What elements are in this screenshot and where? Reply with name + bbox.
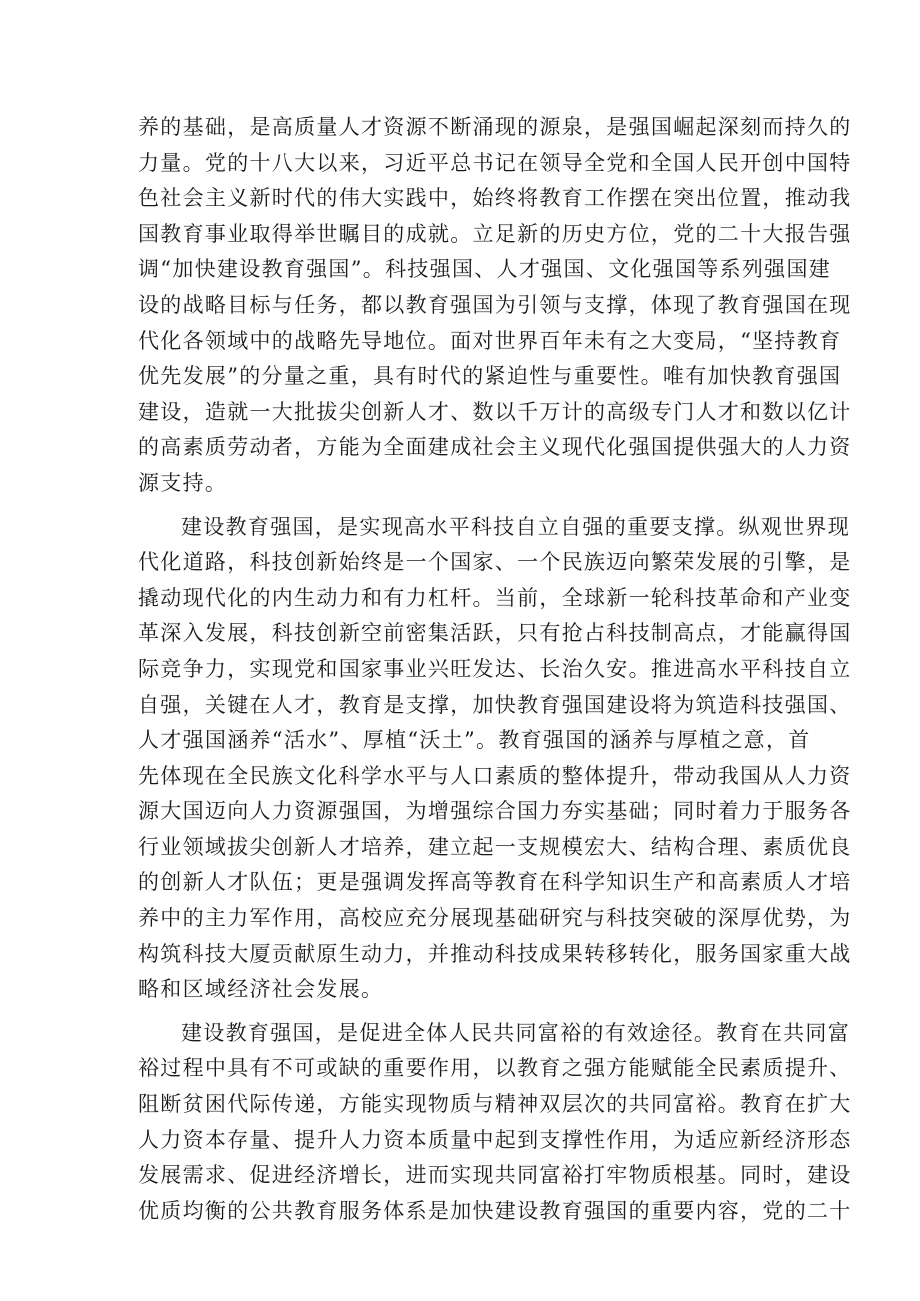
text-line: 略和区域经济社会发展。 xyxy=(138,977,384,1002)
paragraph-gap xyxy=(138,502,780,510)
text-line: 建设教育强国，是促进全体人民共同富裕的有效途径。教育在共同富 xyxy=(181,1020,850,1045)
text-line: 色社会主义新时代的伟大实践中，始终将教育工作摆在突出位置，推动我 xyxy=(138,186,852,211)
text-line: 革深入发展，科技创新空前密集活跃，只有抢占科技制高点，才能赢得国 xyxy=(138,621,852,646)
text-line: 人才强国涵养“活水”、厚植“沃土”。教育强国的涵养与厚植之意，首 xyxy=(138,728,811,753)
paragraph-3 xyxy=(138,1016,852,1230)
text-line: 发展需求、促进经济增长，进而实现共同富裕打牢物质根基。同时，建设 xyxy=(138,1163,852,1188)
text-line: 先体现在全民族文化科学水平与人口素质的整体提升，带动我国从人力资 xyxy=(138,763,852,788)
text-line: 建设教育强国，是实现高水平科技自立自强的重要支撑。纵观世界现 xyxy=(181,514,850,539)
text-line: 撬动现代化的内生动力和有力杠杆。当前，全球新一轮科技革命和产业变 xyxy=(138,585,852,610)
text-line: 构筑科技大厦贡献原生动力，并推动科技成果转移转化，服务国家重大战 xyxy=(138,941,852,966)
text-line: 源大国迈向人力资源强国，为增强综合国力夯实基础；同时着力于服务各 xyxy=(138,799,852,824)
text-line: 养中的主力军作用，高校应充分展现基础研究与科技突破的深厚优势，为 xyxy=(138,906,852,931)
text-line: 自强，关键在人才，教育是支撑，加快教育强国建设将为筑造科技强国、 xyxy=(138,692,852,717)
text-line: 优先发展”的分量之重，具有时代的紧迫性与重要性。唯有加快教育强国 xyxy=(138,364,842,389)
text-line: 裕过程中具有不可或缺的重要作用，以教育之强方能赋能全民素质提升、 xyxy=(138,1056,852,1081)
text-line: 代化各领域中的战略先导地位。面对世界百年未有之大变局，“坚持教育 xyxy=(138,328,842,353)
text-line: 养的基础，是高质量人才资源不断涌现的源泉，是强国崛起深刻而持久的 xyxy=(138,115,852,139)
text-line: 设的战略目标与任务，都以教育强国为引领与支撑，体现了教育强国在现 xyxy=(138,292,852,317)
text-line: 力量。党的十八大以来，习近平总书记在领导全党和全国人民开创中国特 xyxy=(138,150,852,175)
text-line: 建设，造就一大批拔尖创新人才、数以千万计的高级专门人才和数以亿计 xyxy=(138,399,852,424)
text-line: 际竞争力，实现党和国家事业兴旺发达、长治久安。推进高水平科技自立 xyxy=(138,656,852,681)
paragraph-2 xyxy=(138,510,852,1008)
text-line: 优质均衡的公共教育服务体系是加快建设教育强国的重要内容，党的二十 xyxy=(138,1198,852,1223)
paragraph-gap xyxy=(138,1008,780,1016)
text-line: 国教育事业取得举世瞩目的成就。立足新的历史方位，党的二十大报告强 xyxy=(138,221,852,246)
paragraph-1 xyxy=(138,110,852,502)
text-line: 人力资本存量、提升人力资本质量中起到支撑性作用，为适应新经济形态 xyxy=(138,1127,852,1152)
text-line: 的高素质劳动者，方能为全面建成社会主义现代化强国提供强大的人力资 xyxy=(138,435,852,460)
text-line: 的创新人才队伍；更是强调发挥高等教育在科学知识生产和高素质人才培 xyxy=(138,870,852,895)
text-line: 阻断贫困代际传递，方能实现物质与精神双层次的共同富裕。教育在扩大 xyxy=(138,1092,852,1117)
text-line: 代化道路，科技创新始终是一个国家、一个民族迈向繁荣发展的引擎，是 xyxy=(138,550,852,575)
body-text xyxy=(138,110,852,1229)
text-line: 源支持。 xyxy=(138,470,228,495)
text-line: 行业领域拔尖创新人才培养，建立起一支规模宏大、结构合理、素质优良 xyxy=(138,834,852,859)
text-line: 调“加快建设教育强国”。科技强国、人才强国、文化强国等系列强国建 xyxy=(138,257,832,282)
